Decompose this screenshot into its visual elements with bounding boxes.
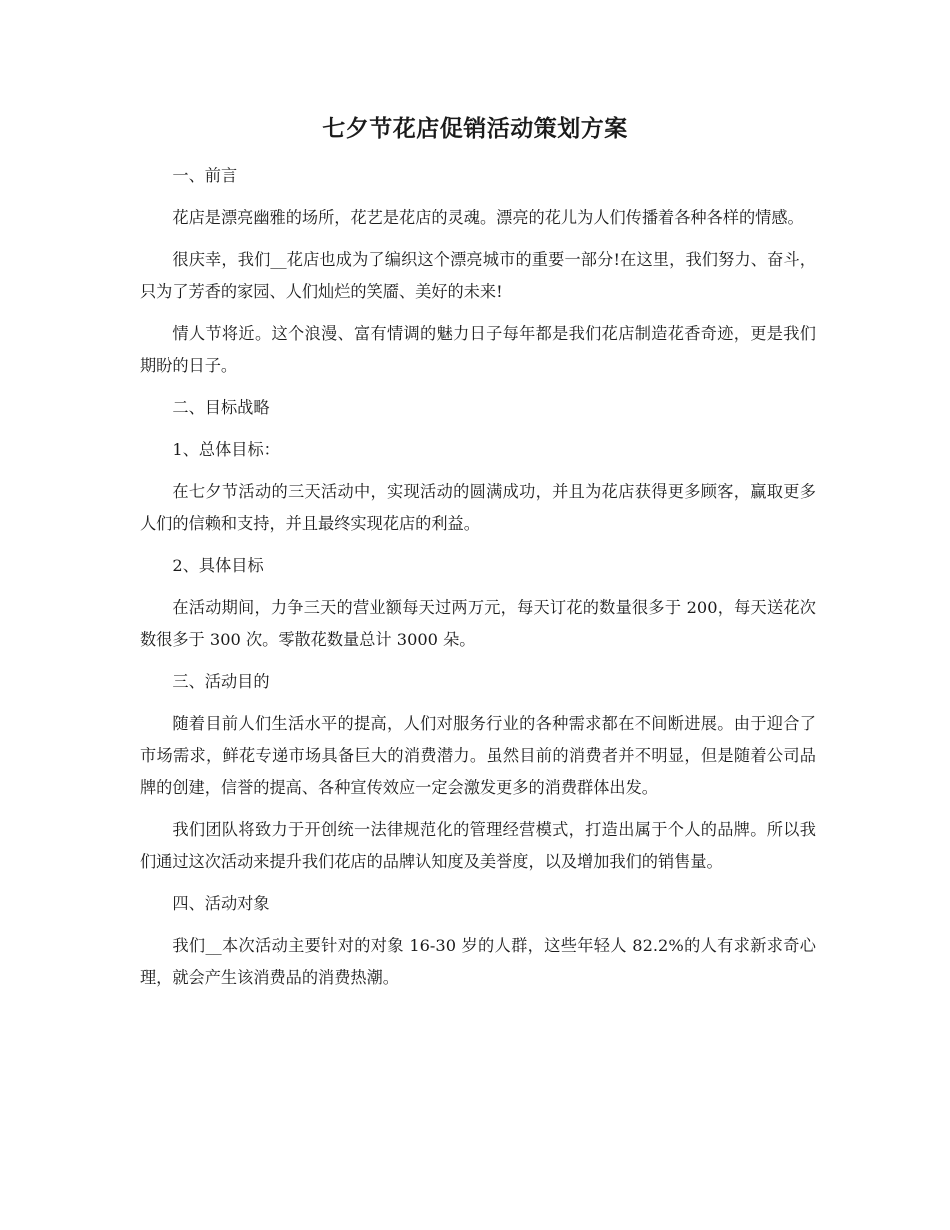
- paragraph: 随着目前人们生活水平的提高，人们对服务行业的各种需求都在不间断进展。由于迎合了市场需求，鲜花专递市场具备巨大的消费潜力。虽然目前的消费者并不明显，但是随着公司品牌的创建，信誉的提高、各种宣传效应一定会激发更多的消费群体出发。: [140, 714, 816, 797]
- document-title: 七夕节花店促销活动策划方案: [322, 115, 628, 142]
- paragraph: 在七夕节活动的三天活动中，实现活动的圆满成功，并且为花店获得更多顾客，赢取更多人们的信赖和支持，并且最终实现花店的利益。: [140, 482, 816, 533]
- document-body: [140, 160, 816, 1004]
- section-heading-strategy: 二、目标战略: [172, 398, 270, 417]
- subheading-specific-goal: 2、具体目标: [172, 556, 264, 575]
- paragraph: 我们团队将致力于开创统一法律规范化的管理经营模式，打造出属于个人的品牌。所以我们通过这次活动来提升我们花店的品牌认知度及美誉度，以及增加我们的销售量。: [140, 820, 816, 871]
- paragraph: 情人节将近。这个浪漫、富有情调的魅力日子每年都是我们花店制造花香奇迹，更是我们期盼的日子。: [140, 324, 816, 375]
- paragraph: 很庆幸，我们__花店也成为了编织这个漂亮城市的重要一部分!在这里，我们努力、奋斗，只为了芳香的家园、人们灿烂的笑靥、美好的未来!: [140, 250, 816, 301]
- subheading-overall-goal: 1、总体目标：: [172, 440, 280, 459]
- paragraph: 花店是漂亮幽雅的场所，花艺是花店的灵魂。漂亮的花儿为人们传播着各种各样的情感。: [172, 208, 804, 227]
- paragraph: 我们__本次活动主要针对的对象 16-30 岁的人群，这些年轻人 82.2%的人有求新求奇心理，就会产生该消费品的消费热潮。: [140, 936, 816, 987]
- paragraph: 在活动期间，力争三天的营业额每天过两万元，每天订花的数量很多于 200，每天送花次数很多于 300 次。零散花数量总计 3000 朵。: [140, 598, 816, 649]
- section-heading-audience: 四、活动对象: [172, 894, 270, 913]
- section-heading-preface: 一、前言: [172, 166, 238, 185]
- section-heading-purpose: 三、活动目的: [172, 672, 270, 691]
